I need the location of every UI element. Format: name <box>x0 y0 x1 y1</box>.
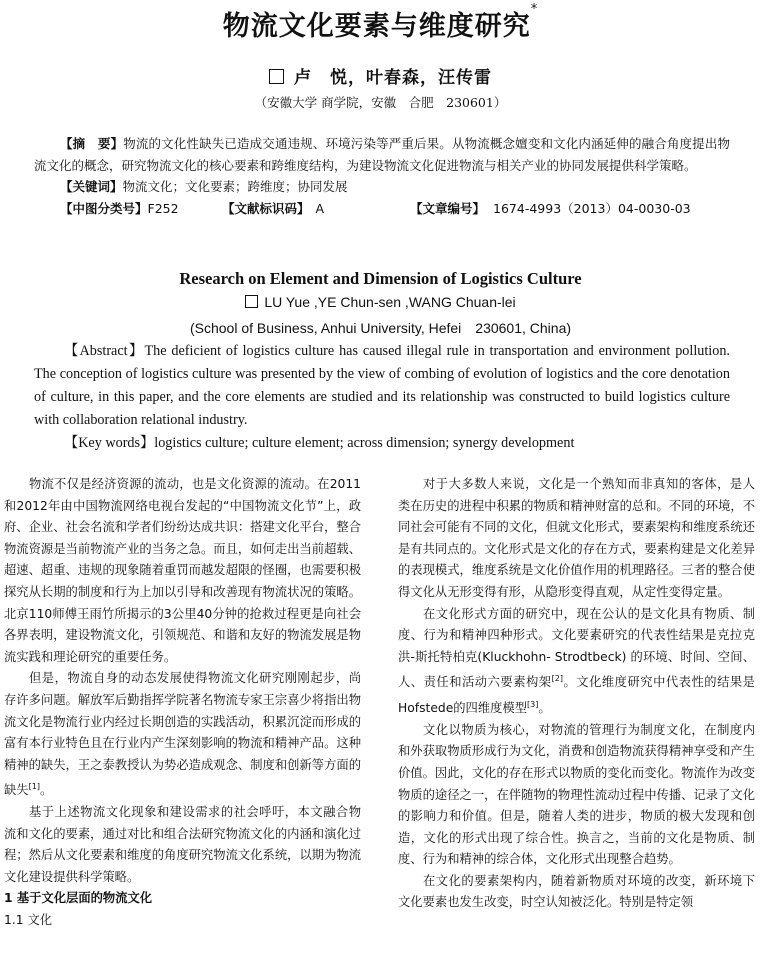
subsection-heading: 1.1 文化 <box>4 912 53 927</box>
doc-code-label: 【文献标识码】 <box>222 200 310 216</box>
affiliation: （安徽大学 商学院，安徽 合肥 230601） <box>254 95 507 110</box>
keywords-en <box>34 432 730 455</box>
checkbox-square-icon <box>245 295 258 308</box>
abstract-zh-label: 【摘 要】 <box>60 136 124 151</box>
clc-field <box>60 198 179 220</box>
english-title: Research on Element and Dimension of Logistics Culture <box>179 269 582 288</box>
body-column-left <box>4 474 361 932</box>
keywords-zh-text: 物流文化；文化要素；跨维度；协同发展 <box>122 179 348 194</box>
keywords-zh-label: 【关键词】 <box>60 179 123 194</box>
body-text: 。 <box>39 783 53 798</box>
checkbox-square-icon <box>269 69 284 84</box>
section-heading: 1 基于文化层面的物流文化 <box>4 891 153 906</box>
abstract-zh-paragraph <box>34 133 730 176</box>
keywords-en-label: 【Key words】 <box>64 435 155 451</box>
english-affiliation: (School of Business, Anhui University, Hefei 230601, China) <box>189 320 572 336</box>
english-authors <box>0 294 761 310</box>
abstract-en-label: 【Abstract】 <box>64 343 145 359</box>
body-text: 在文化形式方面的研究中，现在公认的是文化具有物质、制度、行为和精神四种形式。文化要素研究的代表性结果是克拉克洪-斯托特柏克(Kluckhohn- Strodtbeck) 的环境、时间、空间、人、责任和活动六要素构架 <box>398 606 755 690</box>
body-text: 。 <box>538 701 551 716</box>
body-column-right <box>398 474 755 914</box>
abstract-en-text: The deficient of logistics culture has caused illegal rule in transportation and environment pollution. The conception of logistics culture was presented by the view of combing of evolution of logistics and the core denotation of culture, in this paper, and the core elements are studied and its relationship was constructed to build logistics culture with collaboration relational industry. <box>34 343 730 428</box>
body-text: 。文化维度研究中代表性的结果是Hofstede的四维度模型 <box>398 675 755 716</box>
paper-title <box>0 4 761 43</box>
citation-ref: [2] <box>551 674 563 684</box>
clc-value: F252 <box>147 200 179 216</box>
article-no-field <box>410 198 691 220</box>
clc-label: 【中图分类号】 <box>60 200 148 216</box>
article-no-value: 1674-4993（2013）04-0030-03 <box>493 200 691 216</box>
body-paragraph: 在文化的要素架构内，随着新物质对环境的改变，新环境下文化要素也发生改变，时空认知被泛化。特别是特定领 <box>398 873 755 910</box>
article-no-label: 【文章编号】 <box>410 200 486 216</box>
abstract-en-paragraph <box>34 340 730 432</box>
citation-ref: [3] <box>527 700 539 710</box>
doc-code-field <box>222 198 324 220</box>
abstract-zh <box>34 133 730 219</box>
title-text: 物流文化要素与维度研究 <box>222 11 531 42</box>
authors-text: 卢 悦，叶春森，汪传雷 <box>294 68 492 88</box>
citation-ref: [1] <box>28 782 40 792</box>
classification-row <box>34 198 730 220</box>
body-text: 但是，物流自身的动态发展使得物流文化研究刚刚起步，尚存许多问题。解放军后勤指挥学院著名物流专家王宗喜少将指出物流文化是物流行业内经过长期创造的实践活动，积累沉淀而形成的富有本行业特色且在行业内产生深刻影响的物流和精神产品。这种精神的缺失，王之泰教授认为势必造成观念、制度和创新等方面的缺失 <box>4 671 361 798</box>
body-paragraph: 物流不仅是经济资源的流动，也是文化资源的流动。在2011和2012年由中国物流网络电视台发起的“中国物流文化节”上，政府、企业、社会名流和学者们纷纷达成共识：搭建文化平台，整合物流资源是当前物流产业的当务之急。而且，如何走出当前超载、超速、超重、违规的现象随着重罚而越发超限的怪圈，也需要积极探究从长期的制度和行为上加以引导和改善现有物流状况的策略。北京110师傅王雨竹所揭示的3公里40分钟的抢救过程更是向社会各界表明，建设物流文化，引领规范、和谐和友好的物流发展是物流实践和理论研究的重要任务。 <box>4 477 361 664</box>
authors <box>0 63 761 88</box>
abstract-zh-text: 物流的文化性缺失已造成交通违规、环境污染等严重后果。从物流概念嬗变和文化内涵延伸的融合角度提出物流文化的概念，研究物流文化的核心要素和跨维度结构，为建设物流文化促进物流与相关产业的协同发展提供科学策略。 <box>34 136 730 173</box>
keywords-en-text: logistics culture; culture element; across dimension; synergy development <box>154 435 575 451</box>
body-paragraph: 对于大多数人来说，文化是一个熟知而非真知的客体，是人类在历史的进程中积累的物质和精神财富的总和。不同的环境，不同社会可能有不同的文化，但就文化形式，要素架构和维度系统还是有共同点的。文化形式是文化的存在方式，要素构建是文化差异的表现模式，维度系统是文化价值作用的机理路径。三者的整合使得文化从无形变得有形，从隐形变得直观，从定性变得定量。 <box>398 477 755 599</box>
title-footnote-mark: * <box>530 2 539 17</box>
english-authors-text: LU Yue ,YE Chun-sen ,WANG Chuan-lei <box>264 294 516 310</box>
keywords-zh <box>34 176 730 198</box>
body-paragraph: 基于上述物流文化现象和建设需求的社会呼吁，本文融合物流和文化的要素，通过对比和组合法研究物流文化的内涵和演化过程；然后从文化要素和维度的角度研究物流文化系统，以期为物流文化建设提供科学策略。 <box>4 805 361 884</box>
body-paragraph <box>4 668 361 802</box>
doc-code-value: A <box>315 200 325 216</box>
body-paragraph <box>398 604 755 720</box>
body-paragraph: 文化以物质为核心，对物流的管理行为制度文化，在制度内和外获取物质形成行为文化，消费和创造物流获得精神享受和产生价值。因此，文化的存在形式以物质的变化而变化。物流作为改变物质的途径之一，在伴随物的物理性流动过程中传播、记录了文化的影响力和价值。但是，随着人类的进步，物质的极大发现和创造，文化的形式出现了综合性。换言之，当前的文化是物质、制度、行为和精神的综合体，文化形式出现整合趋势。 <box>398 722 755 867</box>
abstract-en <box>34 340 730 455</box>
